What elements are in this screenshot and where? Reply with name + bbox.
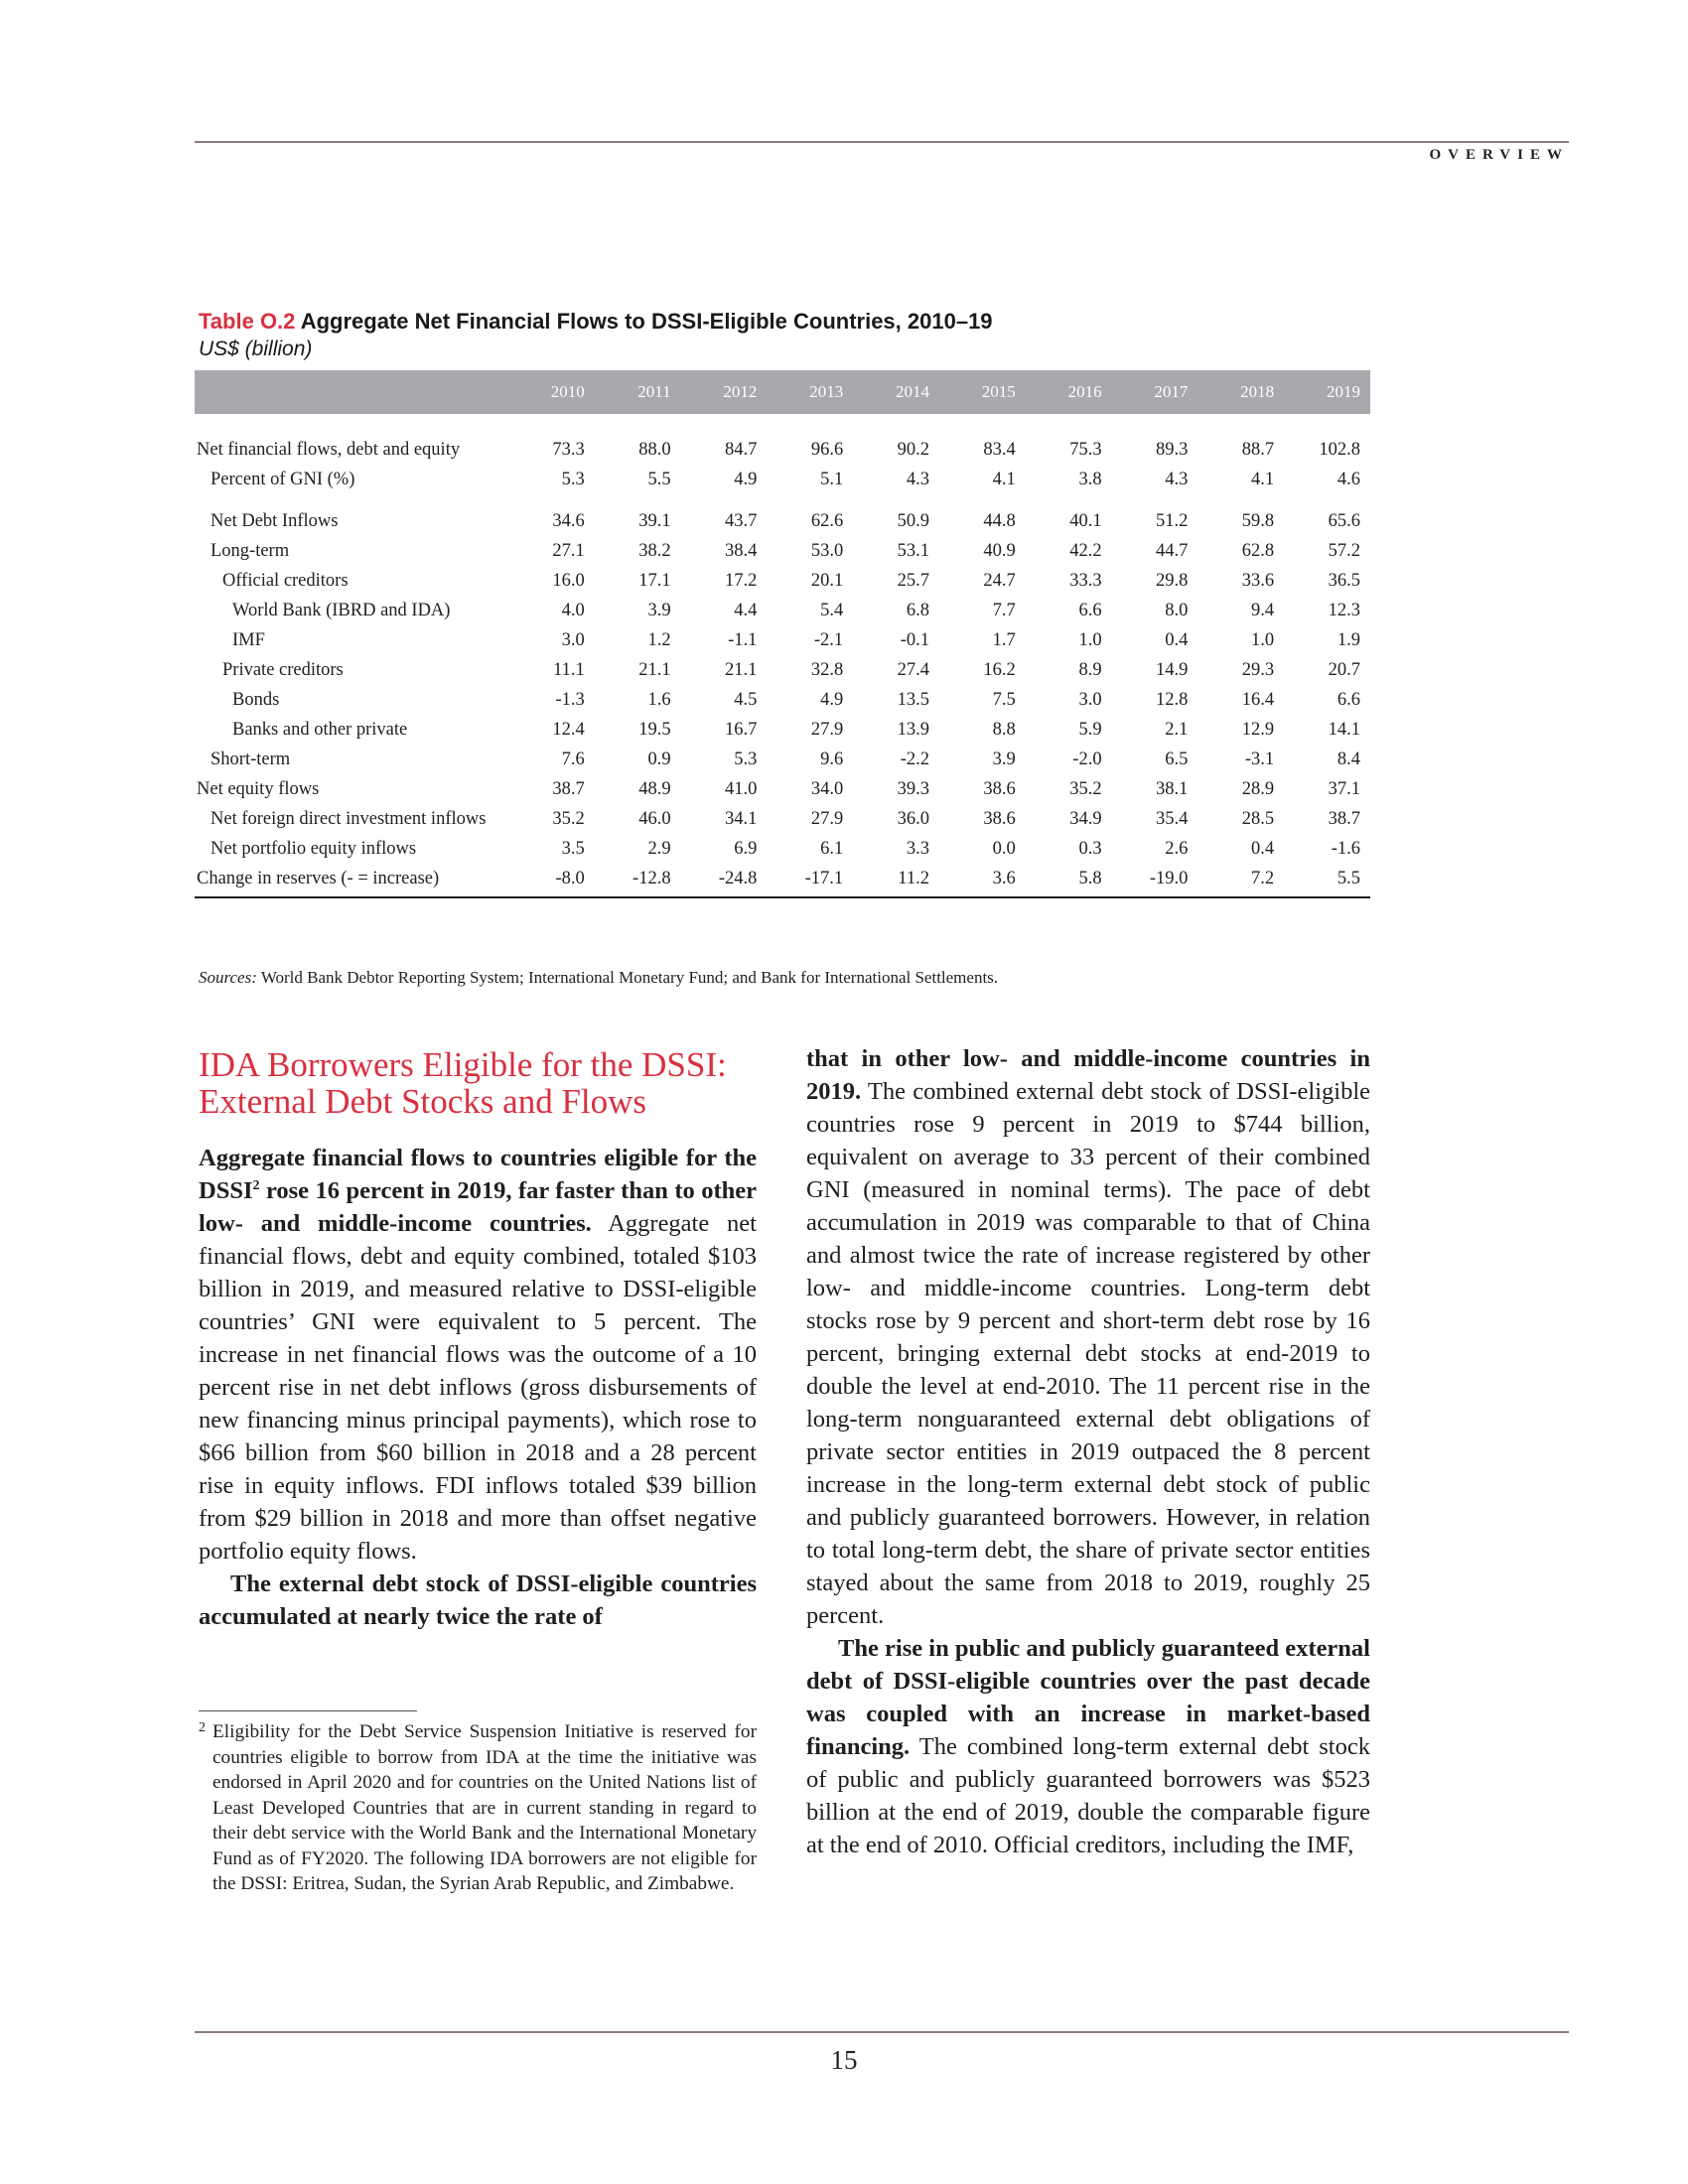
value-cell: 88.7 [1241,440,1275,460]
value-cell: 13.9 [897,720,929,740]
value-cell: 3.0 [561,630,585,650]
value-cell: 89.3 [1156,440,1189,460]
value-cell: 2.1 [1165,720,1189,740]
table-row [195,861,1370,897]
value-cell: 57.2 [1328,541,1360,561]
value-cell: 84.7 [725,440,758,460]
value-cell: 0.4 [1251,839,1275,859]
row-label: Percent of GNI (%) [211,470,355,489]
value-cell: 8.0 [1165,601,1189,620]
row-label: Long-term [211,541,290,561]
value-cell: 35.4 [1156,809,1189,829]
paragraph [199,1142,757,1568]
year-header: 2016 [1026,369,1112,415]
year-header: 2017 [1112,369,1198,415]
row-label: Net Debt Inflows [211,511,339,531]
table-body [195,414,1370,897]
value-cell: 8.8 [992,720,1016,740]
year-header: 2015 [939,369,1026,415]
footnote [199,1719,757,1897]
financial-flows-table [195,367,1370,898]
value-cell: 2.6 [1165,839,1189,859]
value-cell: 6.9 [734,839,758,859]
value-cell: 16.0 [552,571,585,591]
value-cell: 33.3 [1069,571,1102,591]
value-cell: 7.7 [992,601,1016,620]
value-cell: 19.5 [638,720,671,740]
value-cell: 3.9 [647,601,671,620]
value-cell: 35.2 [552,809,585,829]
value-cell: 32.8 [810,660,844,680]
value-cell: 34.0 [810,779,844,799]
value-cell: 34.1 [725,809,758,829]
table-row [195,563,1370,593]
value-cell: 48.9 [638,779,671,799]
value-cell: 33.6 [1241,571,1275,591]
value-cell: 11.2 [853,861,939,897]
value-cell: 38.6 [983,779,1016,799]
year-header: 2018 [1197,369,1284,415]
value-cell: 12.3 [1328,601,1360,620]
table-row [195,831,1370,861]
table-header-row [195,369,1370,415]
value-cell: 4.3 [906,470,929,489]
value-cell: 1.0 [1078,630,1102,650]
value-cell: 28.9 [1241,779,1275,799]
year-header: 2013 [767,369,853,415]
value-cell: 5.1 [820,470,844,489]
value-cell: 24.7 [983,571,1016,591]
value-cell: 7.2 [1197,861,1284,897]
footnote-text: Eligibility for the Debt Service Suspension Initiative is reserved for countries eligible to borrow from IDA at the time the initiative was endorsed in April 2020 and for countries on the United Nations list of Least Developed Countries that are in current standing in regard to their debt service with the World Bank and the International Monetary Fund as of FY2020. The following IDA borrowers are not eligible for the DSSI: Eritrea, Sudan, the Syrian Arab Republic, and Zimbabwe. [212,1721,757,1894]
paragraph [806,1632,1370,1861]
table-subtitle: US$ (billion) [199,338,313,360]
value-cell: 29.3 [1241,660,1275,680]
value-cell: 5.3 [734,750,758,769]
value-cell: 29.8 [1156,571,1189,591]
value-cell: -1.6 [1331,839,1360,859]
value-cell: 3.0 [1078,690,1102,710]
page-number: 15 [830,2045,858,2075]
value-cell: 51.2 [1156,511,1189,531]
value-cell: 0.0 [992,839,1016,859]
row-label: IMF [232,630,265,650]
value-cell: 5.5 [1284,861,1370,897]
value-cell: 0.4 [1165,630,1189,650]
value-cell: 27.1 [552,541,585,561]
value-cell: 3.5 [561,839,585,859]
value-cell: 1.7 [992,630,1016,650]
value-cell: 21.1 [725,660,758,680]
body-text: The combined long-term external debt stock of public and publicly guaranteed borrowers was $523 billion at the end of 2019, double the comparable figure at the end of 2010. Official creditors, including the IMF, [806,1733,1370,1858]
value-cell: 65.6 [1328,511,1360,531]
value-cell: 0.3 [1078,839,1102,859]
value-cell: 25.7 [897,571,929,591]
value-cell: 62.8 [1241,541,1275,561]
year-header: 2010 [508,369,595,415]
value-cell: 4.1 [1251,470,1275,489]
value-cell: 59.8 [1241,511,1275,531]
value-cell: 40.1 [1069,511,1102,531]
value-cell: 12.8 [1156,690,1189,710]
value-cell: 50.9 [897,511,929,531]
value-cell: 42.2 [1069,541,1102,561]
body-text: Aggregate net financial flows, debt and equity combined, totaled $103 billion in 2019, and measured relative to DSSI-eligible countries’ GNI were equivalent to 5 percent. The increase in net financial flows was the outcome of a 10 percent rise in net debt inflows (gross disbursements of new financing minus principal payments), which rose to $66 billion from $60 billion in 2018 and a 28 percent rise in equity inflows. FDI inflows totaled $39 billion from $29 billion in 2018 and more than offset negative portfolio equity flows. [199,1210,757,1565]
value-cell: -1.1 [728,630,758,650]
value-cell: 27.4 [897,660,929,680]
value-cell: 17.1 [638,571,671,591]
value-cell: 38.7 [552,779,585,799]
value-cell: 1.2 [647,630,671,650]
value-cell: 9.4 [1251,601,1275,620]
value-cell: 5.8 [1026,861,1112,897]
value-cell: 28.5 [1241,809,1275,829]
footnote-rule [199,1710,417,1711]
value-cell: 35.2 [1069,779,1102,799]
spacer-cell [195,491,1370,503]
value-cell: 44.8 [983,511,1016,531]
lead-bold-text: The external debt stock of DSSI-eligible countries accumulated at nearly twice the rate of [199,1570,757,1630]
table-row [195,622,1370,652]
value-cell: 4.6 [1336,470,1360,489]
value-cell: 4.5 [734,690,758,710]
paragraph [199,1568,757,1633]
value-cell: -1.3 [555,690,585,710]
row-label: World Bank (IBRD and IDA) [232,601,451,620]
bold-text: Aggregate financial flows to countries eligible for the DSSI [199,1145,757,1204]
value-cell: 73.3 [552,440,585,460]
value-cell: 5.3 [561,470,585,489]
sources-label: Sources: [199,968,257,987]
value-cell: 6.5 [1165,750,1189,769]
value-cell: 37.1 [1328,779,1360,799]
value-cell: 3.9 [992,750,1016,769]
value-cell: 13.5 [897,690,929,710]
table-sources [199,968,998,988]
value-cell: 75.3 [1069,440,1102,460]
value-cell: 27.9 [810,809,844,829]
bold-text: rose 16 percent in 2019, far faster than to other low- and middle-income countries. [199,1177,757,1237]
value-cell: 11.1 [553,660,585,680]
table-row [195,742,1370,771]
value-cell: -2.0 [1072,750,1102,769]
value-cell: 4.9 [820,690,844,710]
top-rule [195,141,1569,143]
table-row [195,652,1370,682]
value-cell: 38.2 [638,541,671,561]
table-row [195,533,1370,563]
value-cell: 2.9 [647,839,671,859]
row-label: Net foreign direct investment inflows [211,809,487,829]
table-row [195,503,1370,533]
value-cell: 1.9 [1336,630,1360,650]
value-cell: 6.6 [1078,601,1102,620]
value-cell: -12.8 [595,861,681,897]
row-label: Net equity flows [197,779,320,799]
value-cell: 62.6 [810,511,844,531]
value-cell: 14.1 [1328,720,1360,740]
lead-bold-text: that in other low- and middle-income countries in 2019. [806,1045,1370,1105]
value-cell: 44.7 [1156,541,1189,561]
value-cell: -19.0 [1112,861,1198,897]
value-cell: 4.1 [992,470,1016,489]
table-row [195,414,1370,462]
value-cell: 16.2 [983,660,1016,680]
row-label: Net financial flows, debt and equity [197,440,461,460]
value-cell: 53.1 [897,541,929,561]
value-cell: 34.6 [552,511,585,531]
value-cell: 38.6 [983,809,1016,829]
value-cell: 4.3 [1165,470,1189,489]
value-cell: -0.1 [900,630,929,650]
year-header: 2014 [853,369,939,415]
running-head: OVERVIEW [1429,147,1569,163]
table-title [199,309,993,335]
value-cell: 21.1 [638,660,671,680]
value-cell: 40.9 [983,541,1016,561]
lead-bold-text: The rise in public and publicly guaranteed external debt of DSSI-eligible countries over the past decade was coupled with an increase in market-based financing. [806,1635,1370,1760]
table-row [195,712,1370,742]
year-header: 2012 [681,369,768,415]
sources-text: World Bank Debtor Reporting System; International Monetary Fund; and Bank for International Settlements. [260,968,999,987]
table-spacer-row [195,491,1370,503]
row-label: Net portfolio equity inflows [211,839,417,859]
value-cell: 12.9 [1241,720,1275,740]
table-row [195,771,1370,801]
value-cell: 16.7 [725,720,758,740]
section-heading: IDA Borrowers Eligible for the DSSI: External Debt Stocks and Flows [199,1045,727,1121]
row-label: Bonds [232,690,280,710]
table-row [195,593,1370,622]
value-cell: 5.5 [647,470,671,489]
table-row [195,462,1370,491]
body-text: The combined external debt stock of DSSI-eligible countries rose 9 percent in 2019 to $744 billion, equivalent on average to 33 percent of their combined GNI (measured in nominal terms). The pace of debt accumulation in 2019 was comparable to that of China and almost twice the rate of increase registered by other low- and middle-income countries. Long-term debt stocks rose by 9 percent and short-term debt rose by 16 percent, bringing external debt stocks at end-2019 to double the level at end-2010. The 11 percent rise in the long-term nonguaranteed external debt obligations of private sector entities in 2019 outpaced the 8 percent increase in the long-term external debt stock of public and publicly guaranteed borrowers. However, in relation to total long-term debt, the share of private sector entities stayed about the same from 2018 to 2019, roughly 25 percent. [806,1078,1370,1629]
value-cell: 36.0 [897,809,929,829]
value-cell: 0.9 [647,750,671,769]
value-cell: 17.2 [725,571,758,591]
value-cell: 46.0 [638,809,671,829]
row-label: Private creditors [222,660,344,680]
right-column [806,1042,1370,1861]
value-cell: 34.9 [1069,809,1102,829]
paragraph [806,1042,1370,1632]
value-cell: 4.0 [561,601,585,620]
table-label: Table O.2 [199,309,296,334]
value-cell: 7.6 [561,750,585,769]
value-cell: -8.0 [508,861,595,897]
value-cell: 8.4 [1336,750,1360,769]
row-label: Banks and other private [232,720,408,740]
footnote-number: 2 [199,1720,206,1735]
value-cell: 7.5 [992,690,1016,710]
value-cell: -17.1 [767,861,853,897]
value-cell: -2.1 [813,630,844,650]
value-cell: 6.6 [1336,690,1360,710]
year-header: 2011 [595,369,681,415]
value-cell: -24.8 [681,861,768,897]
value-cell: 96.6 [810,440,844,460]
value-cell: 5.9 [1078,720,1102,740]
year-header: 2019 [1284,369,1370,415]
value-cell: 88.0 [638,440,671,460]
bottom-rule [195,2031,1569,2033]
value-cell: 6.8 [906,601,929,620]
value-cell: 16.4 [1241,690,1275,710]
value-cell: 3.3 [906,839,929,859]
value-cell: 1.0 [1251,630,1275,650]
table-row [195,801,1370,831]
value-cell: 90.2 [897,440,929,460]
left-column [199,1142,757,1633]
value-cell: 38.7 [1328,809,1360,829]
value-cell: 20.7 [1328,660,1360,680]
value-cell: 39.3 [897,779,929,799]
row-label: Official creditors [222,571,349,591]
value-cell: 41.0 [725,779,758,799]
value-cell: 3.6 [939,861,1026,897]
row-label: Short-term [211,750,291,769]
value-cell: 27.9 [810,720,844,740]
value-cell: 4.9 [734,470,758,489]
value-cell: 102.8 [1319,440,1360,460]
header-label-cell [195,369,508,415]
value-cell: 39.1 [638,511,671,531]
footnote-ref: 2 [252,1177,260,1193]
value-cell: 12.4 [552,720,585,740]
value-cell: 3.8 [1078,470,1102,489]
value-cell: 36.5 [1328,571,1360,591]
value-cell: -2.2 [900,750,929,769]
value-cell: 53.0 [810,541,844,561]
value-cell: 4.4 [734,601,758,620]
value-cell: -3.1 [1244,750,1275,769]
table-row [195,682,1370,712]
row-label: Change in reserves (- = increase) [195,861,508,897]
value-cell: 8.9 [1078,660,1102,680]
value-cell: 5.4 [820,601,844,620]
value-cell: 38.4 [725,541,758,561]
value-cell: 20.1 [810,571,844,591]
value-cell: 6.1 [820,839,844,859]
value-cell: 43.7 [725,511,758,531]
table-title-text: Aggregate Net Financial Flows to DSSI-Eligible Countries, 2010–19 [300,309,993,334]
value-cell: 38.1 [1156,779,1189,799]
value-cell: 14.9 [1156,660,1189,680]
value-cell: 83.4 [983,440,1016,460]
value-cell: 1.6 [647,690,671,710]
value-cell: 9.6 [820,750,844,769]
